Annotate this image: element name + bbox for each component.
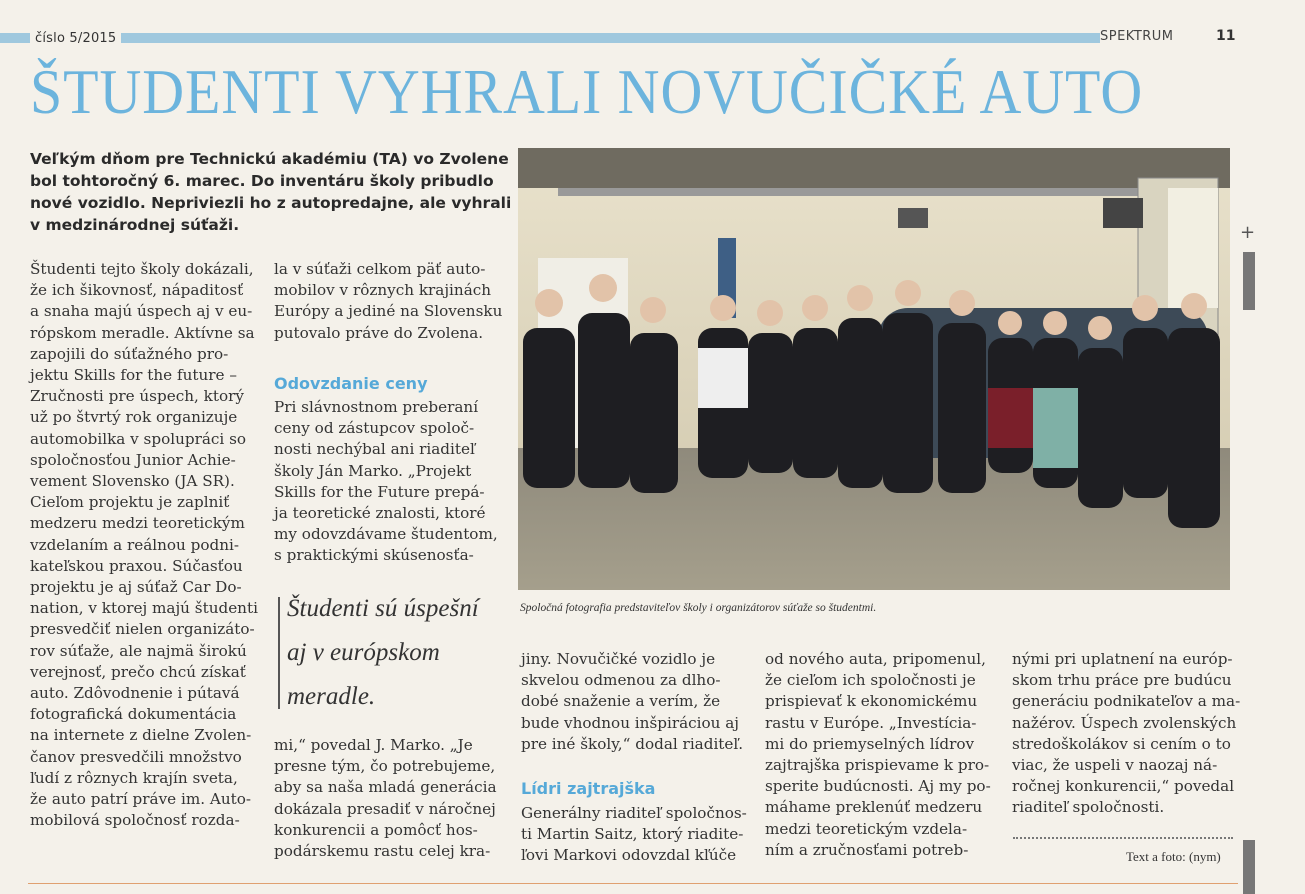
text-line: generáciu podnikateľov a ma-: [1012, 692, 1241, 711]
text-line: mi,“ povedal J. Marko. „Je: [274, 736, 473, 754]
headline: ŠTUDENTI VYHRALI NOVUČIČKÉ AUTO: [30, 57, 1144, 127]
text-line: ti Martin Saitz, ktorý riadite-: [521, 825, 744, 844]
text-line: už po štvrtý rok organizuje: [30, 408, 238, 427]
text-line: mobilová spoločnosť rozda-: [30, 811, 240, 830]
text-line: skom trhu práce pre budúcu: [1012, 671, 1232, 690]
body-column-1: [30, 259, 262, 831]
text-line: presvedčiť nielen organizáto-: [30, 620, 255, 639]
text-line: s praktickými skúsenosťa-: [274, 546, 474, 565]
text-line: kateľskou praxou. Súčasťou: [30, 556, 243, 575]
text-line: medzi teoretickým vzdela-: [765, 819, 968, 838]
text-line: dokázala presadiť v náročnej: [274, 799, 496, 818]
text-line: Študenti tejto školy dokázali,: [30, 260, 254, 278]
text-line: Cieľom projektu je zaplniť: [30, 493, 230, 512]
text-line: vement Slovensko (JA SR).: [30, 472, 235, 491]
body-column-4: [765, 649, 997, 861]
text-line: presne tým, čo potrebujeme,: [274, 757, 496, 776]
text-line: nosti nechýbal ani riaditeľ: [274, 440, 475, 459]
text-line: spoločnosťou Junior Achie-: [30, 450, 236, 469]
text-line: rópskom meradle. Aktívne sa: [30, 323, 255, 342]
text-line: mi do priemyselných lídrov: [765, 734, 975, 753]
photo-caption: Spoločná fotografia predstaviteľov školy i organizátorov súťaže so študentmi.: [520, 602, 877, 614]
photo-credit: Text a foto: (nym): [1126, 849, 1221, 864]
text-line: vzdelaním a reálnou podni-: [30, 535, 240, 554]
lead-paragraph: [30, 148, 512, 236]
text-line: mobilov v rôznych krajinách: [274, 281, 492, 300]
group-photo: [518, 148, 1230, 590]
body-column-2-mid: [274, 397, 506, 567]
text-line: Generálny riaditeľ spoločnos-: [521, 804, 747, 822]
text-line: bude vhodnou inšpiráciou aj: [521, 713, 740, 732]
header-rule: [0, 33, 1100, 43]
text-line: pre iné školy,“ dodal riaditeľ.: [521, 734, 744, 753]
text-line: Skills for the Future prepá-: [274, 482, 485, 501]
text-line: školy Ján Marko. „Projekt: [274, 461, 472, 480]
text-line: podárskemu rastu celej kra-: [274, 842, 491, 861]
pullquote-rule: [278, 597, 280, 709]
text-line: že cieľom ich spoločnosti je: [765, 671, 976, 690]
text-line: fotografická dokumentácia: [30, 705, 237, 724]
pullquote: [287, 587, 502, 719]
text-line: zapojili do súťažného pro-: [30, 344, 229, 363]
text-line: Európy a jediné na Slovensku: [274, 302, 503, 321]
text-line: aj v európskom: [287, 639, 440, 666]
text-line: putovalo práve do Zvolena.: [274, 323, 484, 342]
text-line: Pri slávnostnom preberaní: [274, 398, 479, 416]
text-line: a snaha majú úspech aj v eu-: [30, 302, 253, 321]
text-line: ľovi Markovi odovzdal kľúče: [521, 846, 737, 865]
text-line: prispievať k ekonomickému: [765, 692, 978, 711]
text-line: ním a zručnosťami potreb-: [765, 840, 969, 859]
text-line: Zručnosti pre úspech, ktorý: [30, 387, 244, 406]
text-line: že auto patrí práve im. Auto-: [30, 790, 252, 809]
text-line: projektu je aj súťaž Car Do-: [30, 578, 242, 597]
text-line: jektu Skills for the future –: [30, 366, 237, 385]
page-number: 11: [1216, 28, 1236, 44]
text-line: verejnosť, prečo chcú získať: [30, 662, 246, 681]
text-line: jiny. Novučičké vozidlo je: [521, 650, 716, 668]
body-column-5: [1012, 649, 1241, 819]
text-line: viac, že uspeli v naozaj ná-: [1012, 756, 1218, 775]
text-line: stredoškolákov si cením o to: [1012, 734, 1231, 753]
text-line: automobilka v spolupráci so: [30, 429, 247, 448]
text-line: dobé snaženie a verím, že: [521, 692, 721, 711]
text-line: my odovzdávame študentom,: [274, 525, 498, 544]
body-column-3-top: [521, 649, 753, 755]
text-line: na internete z dielne Zvolen-: [30, 726, 252, 745]
text-line: sperite budúcnosti. Aj my po-: [765, 777, 991, 796]
text-line: rov súťaže, ale najmä širokú: [30, 641, 247, 660]
margin-mark: [1243, 252, 1255, 310]
text-line: riaditeľ spoločnosti.: [1012, 798, 1165, 817]
subhead-lidri: Lídri zajtrajška: [521, 779, 656, 798]
body-column-2-bottom: [274, 735, 506, 862]
text-line: rastu v Európe. „Investícia-: [765, 713, 977, 732]
text-line: meradle.: [287, 683, 376, 710]
text-line: v medzinárodnej súťaži.: [30, 216, 240, 234]
text-line: aby sa naša mladá generácia: [274, 778, 497, 797]
text-line: nové vozidlo. Nepriviezli ho z autopredajne, ale vyhrali: [30, 194, 512, 212]
text-line: od nového auta, pripomenul,: [765, 650, 986, 668]
issue-number: číslo 5/2015: [30, 31, 121, 46]
text-line: la v súťaži celkom päť auto-: [274, 260, 486, 278]
subhead-odovzdanie: Odovzdanie ceny: [274, 374, 428, 393]
text-line: čanov presvedčili množstvo: [30, 747, 242, 766]
text-line: Študenti sú úspešní: [287, 595, 479, 622]
text-line: nými pri uplatnení na európ-: [1012, 650, 1233, 668]
text-line: máhame preklenúť medzeru: [765, 798, 983, 817]
text-line: ročnej konkurencii,“ povedal: [1012, 777, 1235, 796]
text-line: ceny od zástupcov spoloč-: [274, 419, 475, 438]
text-line: skvelou odmenou za dlho-: [521, 671, 721, 690]
text-line: nation, v ktorej majú študenti: [30, 599, 258, 618]
text-line: Veľkým dňom pre Technickú akadémiu (TA) vo Zvolene: [30, 150, 509, 168]
margin-mark: [1243, 840, 1255, 894]
section-name: SPEKTRUM: [1100, 29, 1174, 44]
text-line: auto. Zdôvodnenie i pútavá: [30, 684, 240, 703]
text-line: ja teoretické znalosti, ktoré: [274, 504, 486, 523]
credit-divider: [1013, 837, 1233, 839]
text-line: medzeru medzi teoretickým: [30, 514, 245, 533]
registration-mark-icon: +: [1240, 222, 1256, 243]
footer-rule: [28, 883, 1238, 884]
text-line: zajtrajška prispievame k pro-: [765, 756, 990, 775]
body-column-3-bottom: [521, 803, 753, 867]
text-line: ľudí z rôznych krajín sveta,: [30, 768, 238, 787]
text-line: nažérov. Úspech zvolenských: [1012, 713, 1237, 732]
text-line: konkurencii a pomôcť hos-: [274, 820, 478, 839]
body-column-2-top: [274, 259, 506, 344]
text-line: bol tohtoročný 6. marec. Do inventáru školy pribudlo: [30, 172, 494, 190]
text-line: že ich šikovnosť, nápaditosť: [30, 281, 244, 300]
